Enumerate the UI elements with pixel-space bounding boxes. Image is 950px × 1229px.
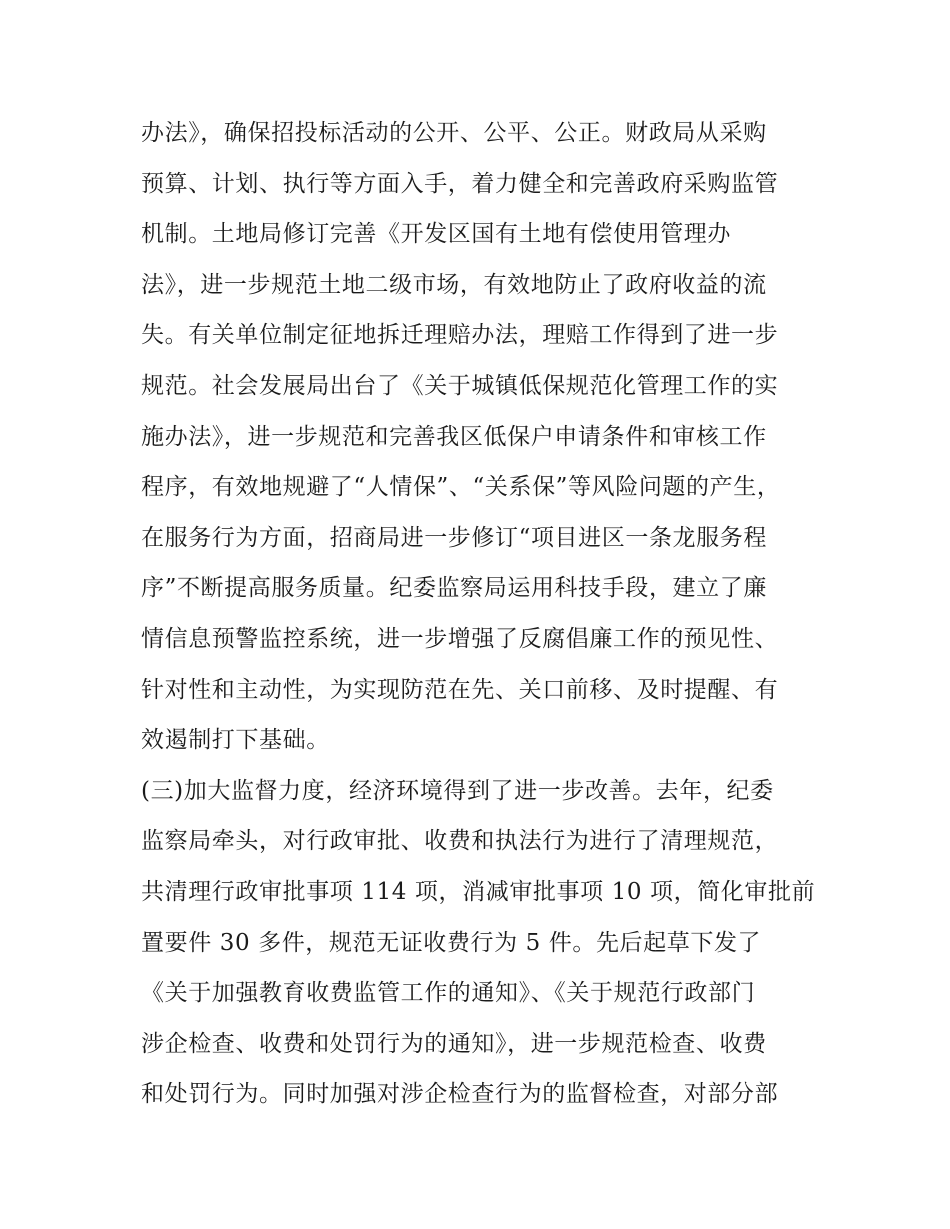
text-line: 机制。土地局修订完善《开发区国有土地有偿使用管理办 [141, 221, 731, 248]
text-line: 预算、计划、执行等方面入手，着力健全和完善政府采购监管 [141, 170, 779, 197]
text-line: 效遏制打下基础。 [141, 727, 330, 754]
text-line: 和处罚行为。同时加强对涉企检查行为的监督检查，对部分部 [141, 1081, 779, 1108]
text-line: 办法》，确保招投标活动的公开、公平、公正。财政局从采购 [141, 120, 767, 146]
text-line: 置要件 30 多件，规范无证收费行为 5 件。先后起草下发了 [141, 929, 762, 956]
text-line: 情信息预警监控系统，进一步增强了反腐倡廉工作的预见性、 [141, 625, 779, 652]
text-line: 监察局牵头，对行政审批、收费和执法行为进行了清理规范， [141, 828, 779, 855]
text-line: 施办法》，进一步规范和完善我区低保户申请条件和审核工作 [141, 423, 767, 450]
text-line: 针对性和主动性，为实现防范在先、关口前移、及时提醒、有 [141, 676, 779, 703]
text-line: 共清理行政审批事项 114 项，消减审批事项 10 项，简化审批前 [141, 878, 816, 905]
text-line: 序”不断提高服务质量。纪委监察局运用科技手段，建立了廉 [141, 575, 767, 602]
text-line: 程序，有效地规避了“人情保”、“关系保”等风险问题的产生， [141, 474, 781, 501]
text-line: 《关于加强教育收费监管工作的通知》、《关于规范行政部门 [141, 980, 756, 1007]
text-line: 涉企检查、收费和处罚行为的通知》，进一步规范检查、收费 [141, 1030, 767, 1057]
text-line: 法》，进一步规范土地二级市场，有效地防止了政府收益的流 [141, 271, 767, 298]
text-line: 规范。社会发展局出台了《关于城镇低保规范化管理工作的实 [141, 372, 779, 399]
text-line: 在服务行为方面，招商局进一步修订“项目进区一条龙服务程 [141, 524, 767, 551]
body-text [141, 108, 821, 1120]
text-line: 失。有关单位制定征地拆迁理赔办法，理赔工作得到了进一步 [141, 322, 779, 349]
section-heading-line: (三)加大监督力度，经济环境得到了进一步改善。去年，纪委 [141, 777, 774, 804]
